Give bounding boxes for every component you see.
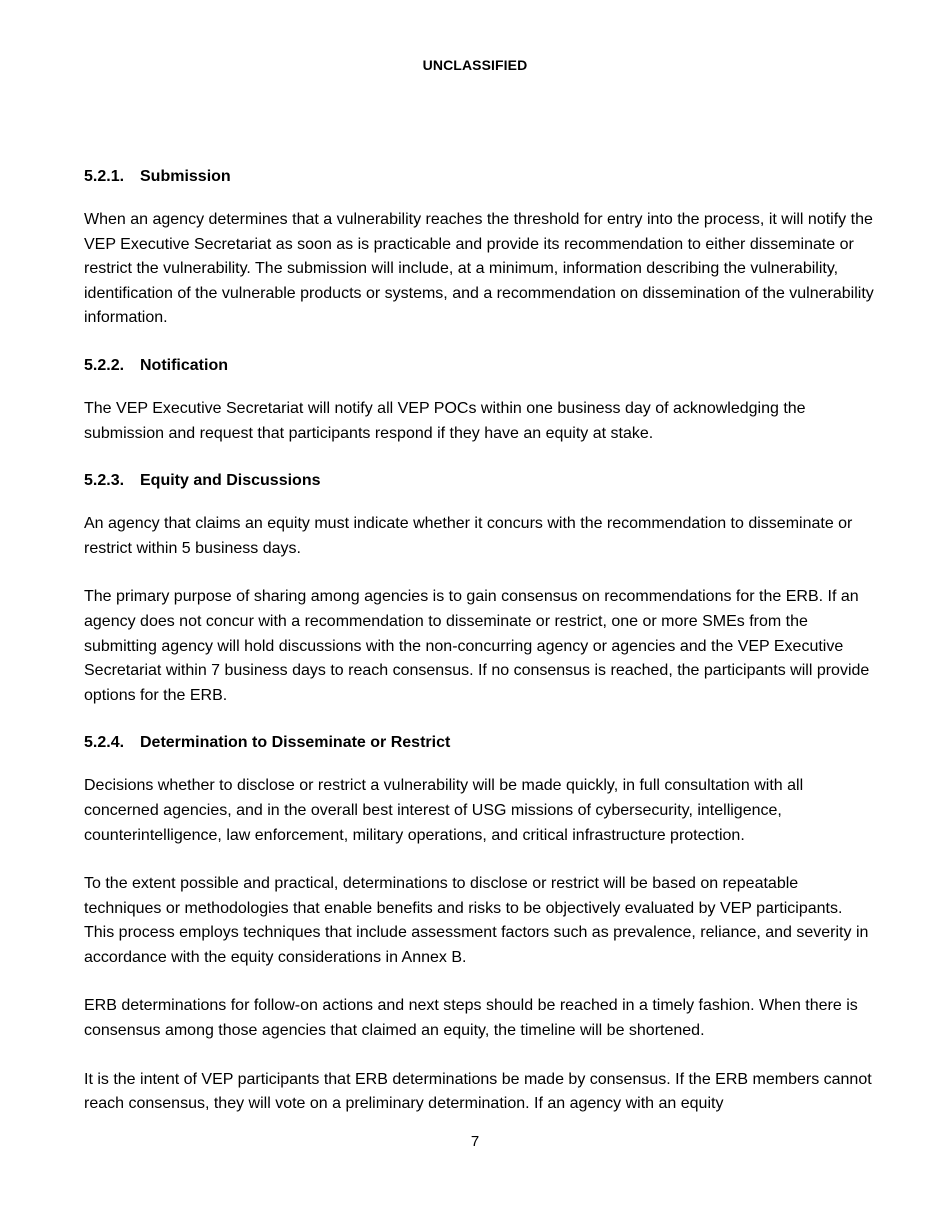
paragraph: Decisions whether to disclose or restrict a vulnerability will be made quickly, in full consultation with all concerned agencies, and in the overall best interest of USG missions of cybersecurity, intelligence, counterintelligence, law enforcement, military operations, and critical infrastructure protection.: [84, 777, 804, 844]
paragraph: When an agency determines that a vulnerability reaches the threshold for entry into the process, it will notify the VEP Executive Secretariat as soon as is practicable and provide its recommendation to either disseminate or restrict the vulnerability. The submission will include, at a minimum, information describing the vulnerability, identification of the vulnerable products or systems, and a recommendation on dissemination of the vulnerability information.: [84, 211, 874, 327]
paragraph: ERB determinations for follow-on actions and next steps should be reached in a timely fashion. When there is consensus among those agencies that claimed an equity, the timeline will be shortened.: [84, 997, 858, 1040]
section-title: Equity and Discussions: [140, 472, 321, 490]
section-number: 5.2.1.: [84, 168, 125, 185]
section-number: 5.2.4.: [84, 734, 125, 752]
paragraph: An agency that claims an equity must indicate whether it concurs with the recommendation to disseminate or restrict within 5 business days.: [84, 515, 853, 557]
section-heading-determination: [84, 732, 874, 754]
section-number: 5.2.2.: [84, 356, 125, 374]
section-heading-submission: [84, 166, 874, 188]
page-number: 7: [470, 1133, 480, 1150]
section-number: 5.2.3.: [84, 472, 125, 490]
section-heading-notification: [84, 355, 874, 377]
paragraph: To the extent possible and practical, determinations to disclose or restrict will be based on repeatable techniques or methodologies that enable benefits and risks to be objectively evaluated by VEP participants. This process employs techniques that include assessment factors such as prevalence, reliance, and severity in accordance with the equity considerations in Annex B.: [84, 875, 869, 966]
section-title: Notification: [140, 356, 228, 374]
section-title: Determination to Disseminate or Restrict: [140, 734, 451, 752]
classification-marking: UNCLASSIFIED: [422, 57, 528, 73]
paragraph: The VEP Executive Secretariat will notify all VEP POCs within one business day of acknowledging the submission and request that participants respond if they have an equity at stake.: [84, 399, 806, 442]
section-title: Submission: [140, 168, 231, 185]
paragraph: It is the intent of VEP participants that ERB determinations be made by consensus. If the ERB members cannot reach consensus, they will vote on a preliminary determination. If an agency with an equity: [84, 1070, 872, 1113]
section-heading-equity-and-discussions: [84, 470, 874, 492]
document-body: [84, 166, 874, 1141]
paragraph: The primary purpose of sharing among agencies is to gain consensus on recommendations for the ERB. If an agency does not concur with a recommendation to disseminate or restrict, one or more SMEs from the submitting agency will hold discussions with the non-concurring agency or agencies and the VEP Executive Secretariat within 7 business days to reach consensus. If no consensus is reached, the participants will provide options for the ERB.: [84, 588, 870, 704]
